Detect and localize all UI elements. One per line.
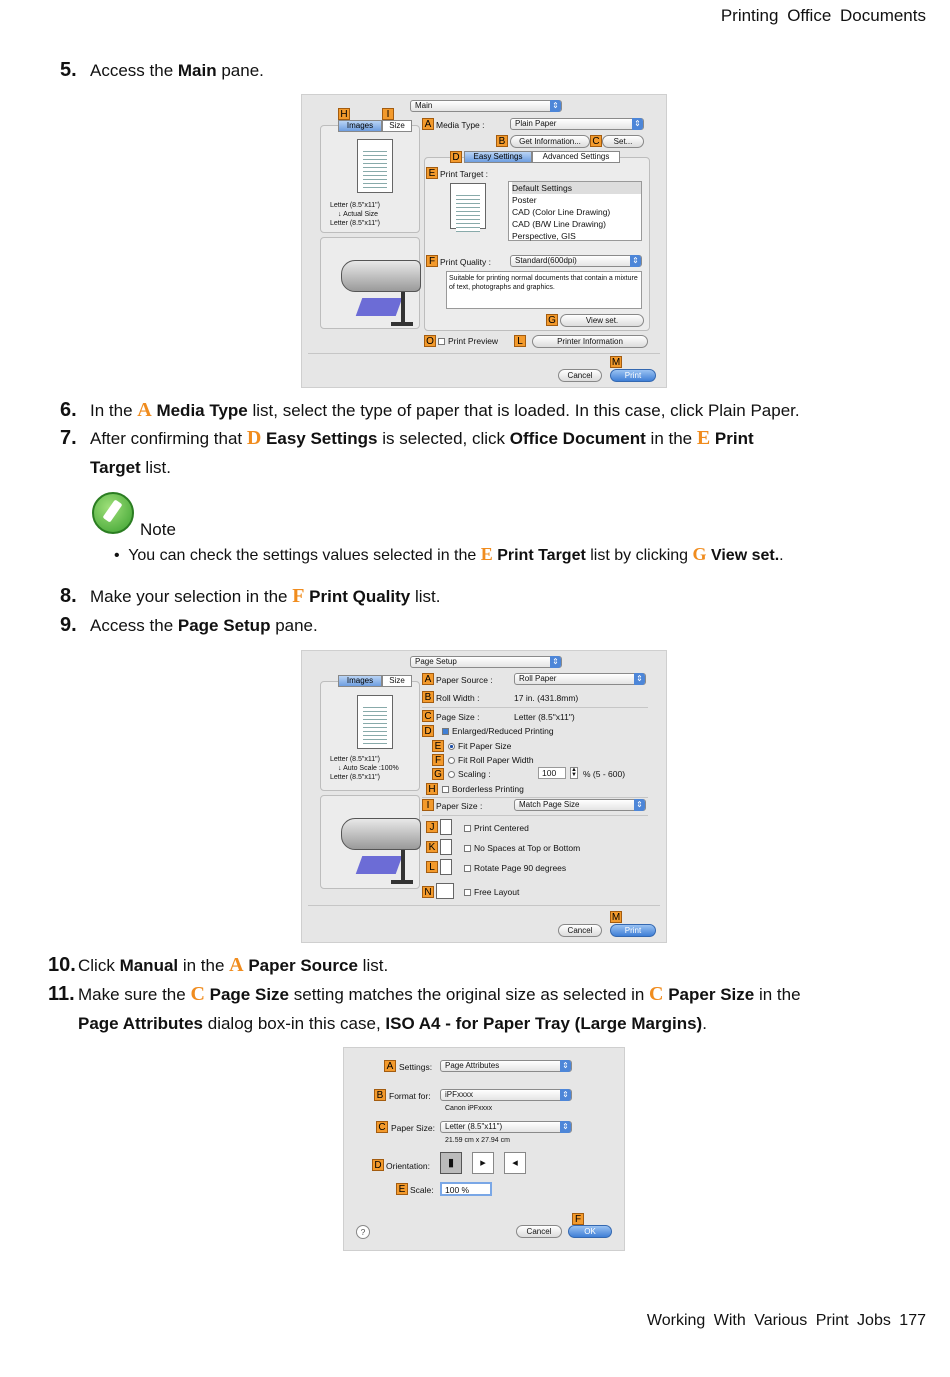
step-number: 11.	[48, 983, 75, 1005]
media-type-label: Media Type :	[436, 120, 485, 130]
callout-letter: A	[137, 399, 152, 421]
preview-line: Letter (8.5"x11")	[330, 774, 380, 781]
divider	[422, 815, 648, 816]
preview-line: Letter (8.5"x11")	[330, 220, 380, 227]
step-text: list.	[357, 956, 389, 975]
preview-info: Letter (8.5"x11") ↓ Actual Size Letter (8.5"x11")	[330, 201, 420, 228]
note-bullet: • You can check the settings values selected in the E Print Target list by clicking G View set..	[114, 544, 784, 564]
no-spaces-checkbox[interactable]	[464, 843, 580, 853]
document-preview-icon	[357, 139, 393, 193]
step-10	[48, 951, 868, 980]
divider	[422, 797, 648, 798]
callout-d: D	[422, 725, 434, 737]
step-number: 9.	[60, 614, 77, 636]
note-text: list by clicking	[585, 547, 693, 564]
target-item[interactable]: CAD (B/W Line Drawing)	[512, 219, 606, 229]
callout-g: G	[546, 314, 558, 326]
scaling-input[interactable]: 100	[538, 767, 566, 779]
paper-size-subtext: 21.59 cm x 27.94 cm	[445, 1137, 510, 1144]
step-bold: Page Setup	[177, 616, 271, 635]
divider	[308, 905, 660, 906]
callout-i: I	[422, 799, 434, 811]
cancel-button[interactable]: Cancel	[558, 924, 602, 937]
callout-d: D	[372, 1159, 384, 1171]
step-text: Make your selection in the	[90, 587, 293, 606]
page-size-label: Page Size :	[436, 712, 480, 722]
media-type-select[interactable]: Plain Paper ⇕	[510, 118, 644, 130]
paper-size-label: Paper Size:	[391, 1123, 435, 1133]
center-layout-icon	[440, 819, 452, 835]
step-text: Click	[78, 956, 120, 975]
checkbox-icon	[438, 338, 445, 345]
step-bold: Media Type	[151, 401, 248, 420]
step-text: in the	[178, 956, 230, 975]
step-7	[60, 424, 880, 482]
tab-size[interactable]: Size	[382, 675, 412, 687]
scaling-radio[interactable]	[448, 769, 491, 779]
callout-letter: E	[480, 544, 493, 564]
callout-j: J	[426, 821, 438, 833]
page-attributes-screenshot	[343, 1047, 625, 1251]
callout-n: N	[422, 886, 434, 898]
checkbox-icon	[464, 865, 471, 872]
print-centered-label: Print Centered	[474, 823, 529, 833]
callout-c: C	[376, 1121, 388, 1133]
step-5	[60, 56, 880, 85]
step-text: list.	[410, 587, 441, 606]
enlarged-label: Enlarged/Reduced Printing	[452, 726, 554, 736]
paper-sheet-icon	[356, 856, 403, 874]
callout-letter: G	[692, 544, 707, 564]
settings-label: Settings:	[399, 1062, 433, 1072]
callout-f: F	[426, 255, 438, 267]
callout-c: C	[590, 135, 602, 147]
stepper-icon[interactable]: ▲ ▼	[571, 767, 577, 778]
borderless-checkbox[interactable]	[442, 784, 524, 794]
scaling-label: Scaling :	[458, 769, 491, 779]
get-information-button[interactable]: Get Information...	[510, 135, 590, 148]
step-text: pane.	[270, 616, 318, 635]
page-header: Printing Office Documents	[720, 6, 926, 25]
checkbox-icon	[464, 845, 471, 852]
printer-foot	[391, 322, 413, 326]
callout-letter: A	[229, 954, 244, 976]
callout-l: L	[514, 335, 526, 347]
scale-input[interactable]: 100 %	[440, 1182, 492, 1196]
step-bold: Print	[710, 429, 754, 448]
preview-line: Auto Scale :100%	[343, 765, 399, 772]
preview-line: Letter (8.5"x11")	[330, 202, 380, 209]
step-6	[60, 396, 880, 425]
cancel-button[interactable]: Cancel	[516, 1225, 562, 1238]
step-bold: Target	[90, 458, 141, 477]
note-block	[92, 492, 176, 539]
callout-e: E	[396, 1183, 408, 1195]
rotate-label: Rotate Page 90 degrees	[474, 863, 567, 873]
page-size-value: Letter (8.5"x11")	[514, 712, 575, 722]
callout-m: M	[611, 357, 621, 368]
roll-width-label: Roll Width :	[436, 693, 480, 703]
no-spaces-label: No Spaces at Top or Bottom	[474, 843, 581, 853]
callout-f: F	[572, 1213, 584, 1225]
free-layout-label: Free Layout	[474, 887, 520, 897]
note-label: Note	[140, 520, 176, 539]
roll-width-value: 17 in. (431.8mm)	[514, 693, 579, 703]
tab-size[interactable]: Size	[382, 120, 412, 132]
target-item[interactable]: Perspective, GIS	[512, 231, 576, 241]
step-9	[60, 611, 880, 640]
step-text: in the	[754, 985, 801, 1004]
step-number: 8.	[60, 585, 77, 607]
printer-illustration	[320, 795, 420, 889]
pane-select[interactable]: Page Setup ⇕	[410, 656, 562, 668]
step-bold: ISO A4 - for Paper Tray (Large Margins)	[385, 1014, 703, 1033]
printer-body-icon	[341, 818, 421, 850]
step-bold: Page Size	[204, 985, 290, 1004]
callout-e: E	[426, 167, 438, 179]
fit-paper-radio[interactable]	[448, 741, 511, 751]
callout-letter: E	[696, 427, 711, 449]
preview-info: Letter (8.5"x11") ↓ Auto Scale :100% Letter (8.5"x11")	[330, 755, 420, 782]
step-text: pane.	[216, 61, 264, 80]
preview-line: Letter (8.5"x11")	[330, 756, 380, 763]
print-target-label: Print Target :	[440, 169, 489, 179]
callout-h: H	[338, 108, 350, 120]
callout-letter: F	[292, 585, 305, 607]
step-bold: Paper Size	[663, 985, 755, 1004]
settings-select[interactable]: Page Attributes ⇕	[440, 1060, 572, 1072]
page-setup-screenshot	[301, 650, 667, 943]
printer-leg	[401, 850, 405, 880]
target-item[interactable]: Poster	[512, 195, 537, 205]
step-text: In the	[90, 401, 138, 420]
printer-information-button[interactable]: Printer Information	[532, 335, 648, 348]
free-layout-checkbox[interactable]	[464, 887, 519, 897]
step-number: 10.	[48, 954, 76, 976]
step-text: After confirming that	[90, 429, 247, 448]
print-button[interactable]: Print	[610, 369, 656, 382]
callout-k: K	[426, 841, 438, 853]
step-bold: Office Document	[509, 429, 646, 448]
enlarged-checkbox[interactable]	[442, 726, 554, 736]
note-text: .	[779, 547, 784, 564]
checkbox-icon	[464, 889, 471, 896]
paper-source-label: Paper Source :	[436, 675, 493, 685]
note-bold: View set.	[706, 547, 780, 564]
format-select[interactable]: iPFxxxx ⇕	[440, 1089, 572, 1101]
callout-b: B	[496, 135, 508, 147]
step-bold: Paper Source	[243, 956, 358, 975]
orientation-label: Orientation:	[386, 1161, 430, 1171]
print-quality-label: Print Quality :	[440, 257, 492, 267]
target-preview-icon	[450, 183, 486, 229]
fit-roll-radio[interactable]	[448, 755, 534, 765]
step-11	[48, 980, 868, 1038]
divider	[308, 353, 660, 354]
step-text: is selected, click	[377, 429, 510, 448]
callout-g: G	[432, 768, 444, 780]
radio-selected-icon	[448, 743, 455, 750]
callout-letter: C	[190, 983, 205, 1005]
scale-label: Scale:	[410, 1185, 434, 1195]
format-subtext: Canon iPFxxxx	[445, 1105, 493, 1112]
note-text: You can check the settings values selected in the	[128, 547, 481, 564]
step-text: setting matches the original size as selected in	[289, 985, 650, 1004]
step-bold: Print Quality	[304, 587, 411, 606]
portrait-icon[interactable]: ▮	[440, 1152, 462, 1174]
scaling-range: % (5 - 600)	[583, 769, 626, 779]
free-layout-icon	[436, 883, 454, 899]
step-text: list.	[140, 458, 171, 477]
callout-h: H	[426, 783, 438, 795]
target-item[interactable]: Default Settings	[512, 182, 641, 194]
callout-a: A	[422, 673, 434, 685]
ok-button[interactable]: OK	[568, 1225, 612, 1238]
print-preview-label: Print Preview	[448, 336, 499, 346]
printer-foot	[391, 880, 413, 884]
checkbox-icon	[464, 825, 471, 832]
step-8	[60, 582, 880, 611]
format-label: Format for:	[389, 1091, 431, 1101]
step-bold: Manual	[119, 956, 179, 975]
borderless-label: Borderless Printing	[452, 784, 524, 794]
set-button[interactable]: Set...	[602, 135, 644, 148]
checkbox-checked-icon	[442, 728, 449, 735]
printer-leg	[401, 292, 405, 322]
callout-letter: C	[649, 983, 664, 1005]
page-footer: Working With Various Print Jobs 177	[646, 1312, 926, 1329]
callout-i: I	[382, 108, 394, 120]
pane-select[interactable]: Main ⇕	[410, 100, 562, 112]
step-bold: Main	[177, 61, 217, 80]
radio-icon	[448, 771, 455, 778]
print-quality-select[interactable]: Standard(600dpi) ⇕	[510, 255, 642, 267]
rotate-checkbox[interactable]	[464, 863, 566, 873]
callout-a: A	[384, 1060, 396, 1072]
print-preview-checkbox[interactable]	[438, 336, 498, 346]
step-text: Make sure the	[78, 985, 191, 1004]
callout-b: B	[422, 691, 434, 703]
print-target-list[interactable]	[508, 181, 642, 241]
checkbox-icon	[442, 786, 449, 793]
divider	[422, 707, 648, 708]
note-bold: Print Target	[492, 547, 586, 564]
no-spaces-icon	[440, 839, 452, 855]
tab-easy-settings[interactable]: Easy Settings	[464, 151, 532, 163]
step-number: 5.	[60, 59, 77, 81]
step-text: list, select the type of paper that is loaded. In this case, click Plain Paper.	[247, 401, 800, 420]
view-set-button[interactable]: View set.	[560, 314, 644, 327]
paper-size-select[interactable]: Letter (8.5"x11") ⇕	[440, 1121, 572, 1133]
step-number: 7.	[60, 427, 77, 449]
paper-sheet-icon	[356, 298, 403, 316]
tab-images[interactable]: Images	[338, 120, 382, 132]
step-text: dialog box-in this case,	[203, 1014, 386, 1033]
paper-source-select[interactable]: Roll Paper ⇕	[514, 673, 646, 685]
step-number: 6.	[60, 399, 77, 421]
document-preview-icon	[357, 695, 393, 749]
callout-d: D	[450, 151, 462, 163]
target-item[interactable]: CAD (Color Line Drawing)	[512, 207, 611, 217]
fit-roll-label: Fit Roll Paper Width	[458, 755, 534, 765]
landscape-left-icon[interactable]: ▸	[472, 1152, 494, 1174]
cancel-button[interactable]: Cancel	[558, 369, 602, 382]
callout-o: O	[424, 335, 436, 347]
print-button[interactable]: Print	[610, 924, 656, 937]
radio-icon	[448, 757, 455, 764]
step-text: Access the	[90, 61, 178, 80]
preview-line: Actual Size	[343, 211, 379, 218]
callout-b: B	[374, 1089, 386, 1101]
help-icon[interactable]: ?	[356, 1225, 370, 1239]
callout-f: F	[432, 754, 444, 766]
callout-a: A	[422, 118, 434, 130]
step-text: Access the	[90, 616, 178, 635]
paper-size-label: Paper Size :	[436, 801, 483, 811]
main-pane-screenshot	[301, 94, 667, 388]
print-centered-checkbox[interactable]	[464, 823, 529, 833]
step-bold: Page Attributes	[78, 1014, 204, 1033]
description-box: Suitable for printing normal documents that contain a mixture of text, photographs and graphics.	[446, 271, 642, 309]
tab-images[interactable]: Images	[338, 675, 382, 687]
landscape-right-icon[interactable]: ◂	[504, 1152, 526, 1174]
step-bold: Easy Settings	[261, 429, 378, 448]
callout-e: E	[432, 740, 444, 752]
callout-letter: D	[246, 427, 262, 449]
callout-m: M	[611, 912, 621, 923]
step-text: in the	[645, 429, 697, 448]
callout-l: L	[426, 861, 438, 873]
step-text: .	[702, 1014, 707, 1033]
callout-c: C	[422, 710, 434, 722]
rotate-page-icon	[440, 859, 452, 875]
printer-body-icon	[341, 260, 421, 292]
note-pencil-icon	[92, 492, 134, 534]
fit-paper-label: Fit Paper Size	[458, 741, 512, 751]
paper-size-select[interactable]: Match Page Size ⇕	[514, 799, 646, 811]
tab-advanced-settings[interactable]: Advanced Settings	[532, 151, 620, 163]
printer-illustration	[320, 237, 420, 329]
